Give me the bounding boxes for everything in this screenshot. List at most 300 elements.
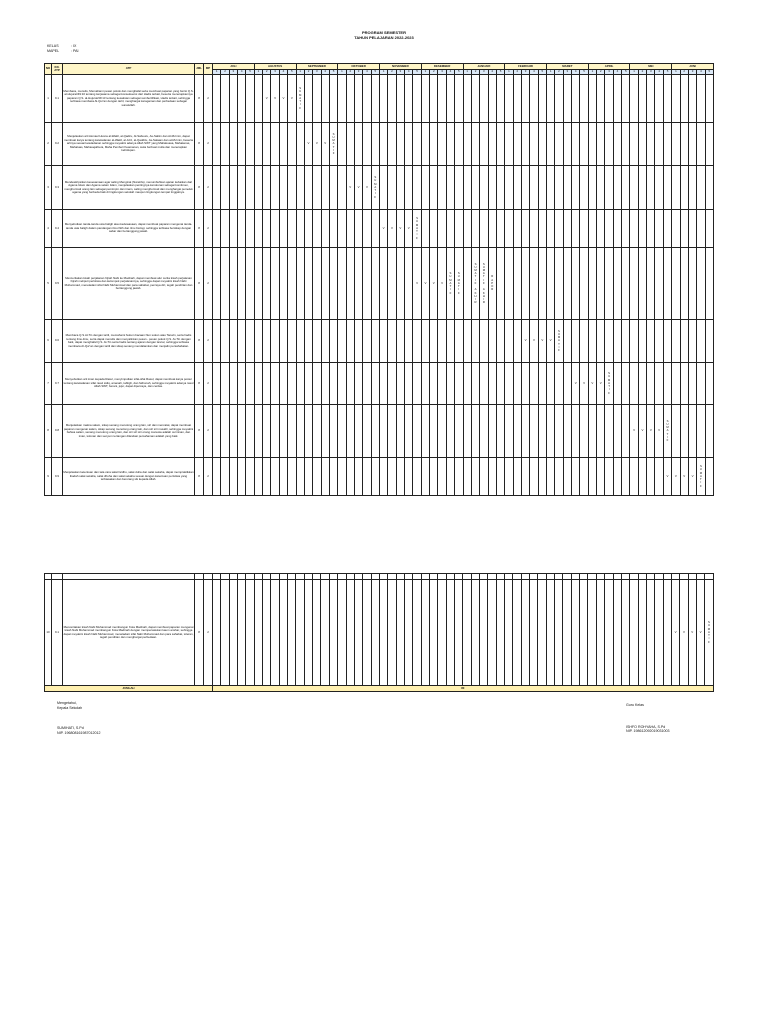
week-cell — [238, 75, 246, 123]
row-atp-text: Menjelaskan makna salam, sikap senang menolong orang lain, siri dan mencatat, dapat membuat paparan mengenai salam, sikap senang menolong orang lain, dan siri siri musafir, sehingga meyakini bahwa salam, senang menolong orang lain, dan siri siri siri orang manusia adalah cerminan, dan iman, tolonan dan senyum tertangan dilandasi pemahaman adalah yang baik. — [63, 405, 195, 458]
week-cell — [672, 320, 680, 363]
week-cell — [655, 248, 663, 320]
total-label: JUMLAH — [45, 686, 213, 692]
week-cell — [413, 248, 421, 320]
week-cell — [396, 166, 404, 210]
assessment-label: S U M A T I F — [449, 271, 452, 295]
check-mark: V — [424, 280, 427, 285]
week-cell — [354, 210, 362, 248]
week-cell — [329, 210, 337, 248]
week-cell — [697, 363, 705, 405]
week-cell — [563, 123, 571, 166]
week-cell — [438, 580, 446, 686]
week-cell — [538, 123, 546, 166]
assessment-label: S U M A T I F — [557, 328, 561, 352]
week-cell — [538, 580, 546, 686]
table-row — [45, 248, 714, 320]
header-week: 3 — [229, 70, 237, 75]
week-cell — [263, 75, 271, 123]
assessment-label: S U M A T I F — [299, 86, 302, 110]
week-cell — [421, 75, 429, 123]
week-cell — [221, 320, 229, 363]
week-cell — [663, 210, 671, 248]
check-mark: V — [307, 141, 310, 146]
week-cell — [221, 75, 229, 123]
header-week: 5 — [622, 70, 630, 75]
week-cell — [388, 166, 396, 210]
week-cell — [229, 405, 237, 458]
row-number: 10 — [45, 580, 52, 686]
week-cell — [246, 320, 254, 363]
week-cell — [655, 458, 663, 496]
check-mark: V — [274, 95, 277, 100]
week-cell — [213, 75, 221, 123]
week-cell — [696, 580, 704, 686]
week-cell — [354, 363, 362, 405]
week-cell — [513, 123, 521, 166]
week-cell — [538, 166, 546, 210]
week-cell — [379, 320, 387, 363]
week-cell — [697, 458, 705, 496]
week-cell — [638, 363, 646, 405]
week-cell — [505, 166, 513, 210]
row-kd-atp: 9.4 — [52, 210, 63, 248]
week-cell — [296, 320, 304, 363]
week-cell — [563, 248, 571, 320]
week-cell — [421, 580, 429, 686]
check-mark: V — [541, 338, 544, 343]
week-cell — [421, 458, 429, 496]
header-week: 1 — [463, 70, 471, 75]
week-cell — [430, 248, 438, 320]
week-cell — [379, 363, 387, 405]
header-week: 4 — [279, 70, 287, 75]
week-cell — [455, 210, 463, 248]
week-cell — [471, 320, 479, 363]
signature-right — [626, 703, 670, 734]
week-cell — [605, 458, 613, 496]
week-cell — [421, 363, 429, 405]
week-cell — [488, 75, 496, 123]
week-cell — [496, 166, 504, 210]
week-cell — [697, 210, 705, 248]
week-cell — [288, 166, 296, 210]
week-cell — [580, 458, 588, 496]
week-cell — [229, 320, 237, 363]
row-mp: 2 — [204, 166, 213, 210]
week-cell — [588, 75, 596, 123]
week-cell — [346, 248, 354, 320]
week-cell — [454, 580, 462, 686]
week-cell — [338, 210, 346, 248]
week-cell — [213, 248, 221, 320]
table-row — [45, 320, 714, 363]
week-cell — [622, 320, 630, 363]
week-cell — [680, 166, 688, 210]
week-cell — [638, 166, 646, 210]
sign-right-nip: NIP. 198612092019031003 — [626, 729, 670, 734]
week-cell — [663, 580, 671, 686]
header-kd-atp: KD. ATP — [52, 64, 63, 75]
week-cell — [271, 75, 279, 123]
row-number: 3 — [45, 166, 52, 210]
sign-left-line2: Kepala Sekolah — [57, 705, 83, 710]
week-cell — [471, 363, 479, 405]
check-mark: V — [382, 225, 385, 230]
week-cell — [597, 405, 605, 458]
week-cell — [254, 248, 262, 320]
week-cell — [521, 363, 529, 405]
week-cell — [588, 458, 596, 496]
check-mark: V — [674, 473, 677, 478]
week-cell — [555, 363, 563, 405]
week-cell — [572, 248, 580, 320]
week-cell — [521, 210, 529, 248]
week-cell — [271, 458, 279, 496]
week-cell — [555, 123, 563, 166]
check-mark: V — [432, 280, 435, 285]
header-week: 2 — [388, 70, 396, 75]
week-cell — [313, 458, 321, 496]
week-cell — [321, 363, 329, 405]
week-cell — [630, 320, 638, 363]
header-week: 3 — [647, 70, 655, 75]
check-mark: V — [399, 225, 402, 230]
header-week: 2 — [638, 70, 646, 75]
row-mp: 2 — [204, 75, 213, 123]
week-cell — [513, 458, 521, 496]
week-cell — [313, 248, 321, 320]
week-cell — [622, 123, 630, 166]
week-cell — [363, 405, 371, 458]
week-cell — [329, 580, 337, 686]
week-cell — [263, 580, 271, 686]
assessment-label: S U M A T I F — [666, 418, 669, 442]
sign-left-line1: Mengetahui, — [57, 701, 77, 705]
week-cell — [438, 320, 446, 363]
week-cell — [413, 320, 421, 363]
week-cell — [213, 123, 221, 166]
field-value: : PAI — [71, 49, 79, 53]
week-cell — [505, 405, 513, 458]
week-cell — [513, 580, 521, 686]
week-cell — [438, 363, 446, 405]
week-cell — [213, 166, 221, 210]
week-cell — [363, 248, 371, 320]
week-cell — [538, 248, 546, 320]
week-cell — [480, 363, 488, 405]
week-cell — [538, 75, 546, 123]
week-cell — [705, 320, 713, 363]
header-week: 1 — [254, 70, 262, 75]
row-jml: 8 — [195, 123, 204, 166]
week-cell — [647, 363, 655, 405]
check-mark: V — [365, 184, 368, 189]
week-cell — [246, 458, 254, 496]
week-cell — [555, 210, 563, 248]
week-cell — [688, 166, 696, 210]
week-cell — [638, 75, 646, 123]
check-mark: V — [265, 95, 268, 100]
week-cell — [346, 580, 354, 686]
week-cell — [396, 320, 404, 363]
check-mark: V — [583, 380, 585, 385]
week-cell — [580, 580, 588, 686]
week-cell — [338, 458, 346, 496]
week-cell — [371, 248, 379, 320]
week-cell — [296, 210, 304, 248]
week-cell — [630, 458, 638, 496]
row-number: 5 — [45, 248, 52, 320]
week-cell — [663, 363, 671, 405]
check-mark: V — [416, 280, 418, 285]
header-week: 5 — [580, 70, 588, 75]
week-cell — [513, 248, 521, 320]
week-cell — [446, 75, 454, 123]
document-subtitle: TAHUN PELAJARAN 2022-2023 — [354, 35, 414, 40]
header-week: 1 — [213, 70, 221, 75]
row-kd-atp: 9.9 — [52, 458, 63, 496]
header-atp: ATP — [63, 64, 195, 75]
row-number: 9 — [45, 458, 52, 496]
week-cell — [238, 320, 246, 363]
week-cell — [672, 210, 680, 248]
week-cell — [588, 320, 596, 363]
week-cell — [346, 458, 354, 496]
assessment-label: S U M A T I F — [332, 131, 335, 155]
week-cell — [496, 405, 504, 458]
week-cell — [563, 75, 571, 123]
header-week: 3 — [271, 70, 279, 75]
header-month: OKTOBER — [338, 64, 380, 70]
week-cell — [379, 405, 387, 458]
week-cell — [605, 210, 613, 248]
week-cell — [630, 248, 638, 320]
week-cell — [329, 405, 337, 458]
week-cell — [446, 320, 454, 363]
header-week: 1 — [421, 70, 429, 75]
header-week: 2 — [430, 70, 438, 75]
row-atp-text: Menyebutkan arti iman kepada Rasul, menyimpulkan sifat-sifat Rasul, dapat membuat karya poster tentang keteladanan sifat rasul sidiq, amanah, tabligh, dan fathonah, sehingga meyakini adanya rasul Allah SWT, berani, jujur, dapat dipercaya, dan cerdas. — [63, 363, 195, 405]
week-cell — [396, 75, 404, 123]
row-atp-text: Menjelaskan arti Asmaul Husna al-Wakil, al-Qadiru, Al-Sabuuru, As-Saliim dan Al-Mu'min, dapat membuat karya tentang keteladanan al-Wakil, al-Aziz, al-Qaddiru, As-Salaam dan al-Mu'min, beserta artinya sesuai keteladanan sehingga meyakini adanya Allah SWT yang Mahakuasa, Mahakeras, Mahaluas, Mahasejahtera, Maha Pemberi Keamanan, suka berbuat mulia dan menerapkan kehidupan. — [63, 123, 195, 166]
week-cell — [613, 405, 621, 458]
week-cell — [580, 166, 588, 210]
week-cell — [213, 363, 221, 405]
week-cell — [430, 210, 438, 248]
week-cell — [630, 75, 638, 123]
row-jml: 8 — [195, 320, 204, 363]
week-cell — [638, 123, 646, 166]
check-mark: V — [549, 338, 552, 343]
header-week: 1 — [505, 70, 513, 75]
week-cell — [263, 123, 271, 166]
week-cell — [363, 75, 371, 123]
header-week: 5 — [455, 70, 463, 75]
table-row — [45, 123, 714, 166]
week-cell — [455, 166, 463, 210]
week-cell — [321, 123, 329, 166]
week-cell — [279, 210, 287, 248]
week-cell — [263, 166, 271, 210]
check-mark: V — [290, 95, 293, 100]
week-cell — [480, 248, 488, 320]
week-cell — [530, 580, 538, 686]
week-cell — [680, 405, 688, 458]
week-cell — [288, 248, 296, 320]
check-mark: V — [324, 141, 327, 146]
week-cell — [680, 123, 688, 166]
week-cell — [213, 320, 221, 363]
row-mp: 2 — [204, 210, 213, 248]
week-cell — [572, 166, 580, 210]
week-cell — [680, 75, 688, 123]
header-week: 4 — [655, 70, 663, 75]
week-cell — [421, 123, 429, 166]
week-cell — [688, 75, 696, 123]
row-atp-text: Menjelaskan ketentuan dan tata cara salat fardhu, salat duha dan salat sekaha, dapat mempraktikkan ibadah salat sekaha, salat dhuha dan salat sekaha sesuai dengan ketentuan peristiwa yang terbiasakan dan berorang sik kepada Allah. — [63, 458, 195, 496]
week-cell — [646, 580, 654, 686]
week-cell — [405, 405, 413, 458]
assessment-label: S U M A T I F A K H I R — [482, 261, 486, 305]
header-month: DESEMBER — [421, 64, 463, 70]
week-cell — [254, 75, 262, 123]
check-mark: V — [691, 629, 694, 634]
week-cell — [421, 166, 429, 210]
week-cell — [296, 580, 304, 686]
check-mark: V — [691, 473, 694, 478]
row-kd-atp: 9.3 — [52, 166, 63, 210]
week-cell — [546, 166, 554, 210]
week-cell — [438, 405, 446, 458]
header-week: 4 — [446, 70, 454, 75]
week-cell — [613, 210, 621, 248]
header-week: 4 — [488, 70, 496, 75]
header-week: 4 — [613, 70, 621, 75]
row-number: 2 — [45, 123, 52, 166]
week-cell — [647, 405, 655, 458]
week-cell — [354, 458, 362, 496]
table-row — [45, 363, 714, 405]
week-cell — [263, 248, 271, 320]
check-mark: V — [683, 473, 686, 478]
assessment-label: S U M A T I F — [707, 620, 711, 644]
week-cell — [488, 405, 496, 458]
week-cell — [597, 166, 605, 210]
week-cell — [588, 123, 596, 166]
week-cell — [588, 405, 596, 458]
week-cell — [505, 580, 513, 686]
week-cell — [363, 166, 371, 210]
week-cell — [697, 248, 705, 320]
week-cell — [296, 405, 304, 458]
week-cell — [254, 210, 262, 248]
week-cell — [430, 363, 438, 405]
week-cell — [363, 123, 371, 166]
header-week: 5 — [413, 70, 421, 75]
week-cell — [379, 210, 387, 248]
row-jml: 8 — [195, 363, 204, 405]
header-week: 2 — [346, 70, 354, 75]
header-week: 5 — [663, 70, 671, 75]
week-cell — [605, 248, 613, 320]
week-cell — [555, 458, 563, 496]
week-cell — [296, 363, 304, 405]
week-cell — [622, 248, 630, 320]
total-row — [45, 686, 714, 692]
week-cell — [671, 580, 679, 686]
week-cell — [313, 210, 321, 248]
week-cell — [563, 320, 571, 363]
week-cell — [405, 320, 413, 363]
week-cell — [480, 458, 488, 496]
header-month: JANUARI — [463, 64, 505, 70]
week-cell — [354, 320, 362, 363]
week-cell — [463, 363, 471, 405]
week-cell — [580, 363, 588, 405]
week-cell — [371, 580, 379, 686]
week-cell — [622, 166, 630, 210]
week-cell — [622, 405, 630, 458]
week-cell — [488, 123, 496, 166]
week-cell — [697, 123, 705, 166]
week-cell — [538, 363, 546, 405]
week-cell — [471, 75, 479, 123]
header-month: MEI — [630, 64, 672, 70]
week-cell — [338, 166, 346, 210]
week-cell — [221, 580, 229, 686]
week-cell — [396, 363, 404, 405]
week-cell — [513, 210, 521, 248]
week-cell — [638, 248, 646, 320]
week-cell — [597, 458, 605, 496]
week-cell — [421, 248, 429, 320]
week-cell — [605, 580, 613, 686]
check-mark: V — [532, 338, 535, 343]
week-cell — [538, 210, 546, 248]
week-cell — [705, 458, 713, 496]
total-value: 80 — [213, 686, 714, 692]
week-cell — [421, 405, 429, 458]
week-cell — [446, 458, 454, 496]
week-cell — [455, 248, 463, 320]
week-cell — [304, 166, 312, 210]
week-cell — [672, 123, 680, 166]
week-cell — [513, 75, 521, 123]
week-cell — [413, 123, 421, 166]
week-cell — [513, 363, 521, 405]
week-cell — [413, 363, 421, 405]
week-cell — [638, 580, 646, 686]
week-cell — [705, 210, 713, 248]
header-week: 5 — [246, 70, 254, 75]
row-kd-atp: 9.2 — [52, 123, 63, 166]
week-cell — [571, 580, 579, 686]
week-cell — [213, 458, 221, 496]
row-kd-atp: 9.8 — [52, 405, 63, 458]
week-cell — [313, 166, 321, 210]
week-cell — [546, 248, 554, 320]
week-cell — [379, 580, 387, 686]
week-cell — [621, 580, 629, 686]
header-week: 1 — [296, 70, 304, 75]
week-cell — [697, 405, 705, 458]
week-cell — [446, 166, 454, 210]
week-cell — [538, 458, 546, 496]
header-month: APRIL — [588, 64, 630, 70]
header-week: 3 — [396, 70, 404, 75]
week-cell — [338, 123, 346, 166]
